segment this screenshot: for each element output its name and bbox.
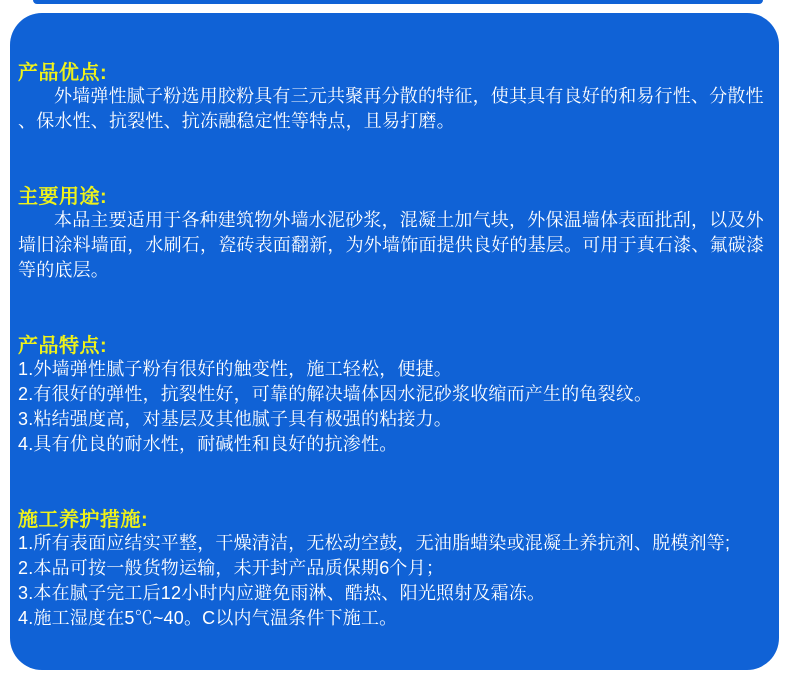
section-product-advantages	[18, 62, 771, 134]
previous-card-bottom-edge	[33, 0, 763, 4]
feature-item-2: 2.有很好的弹性，抗裂性好，可靠的解决墙体因水泥砂浆收缩而产生的龟裂纹。	[18, 384, 653, 404]
section-title-construction-care: 施工养护措施:	[18, 509, 149, 531]
care-item-4: 4.施工湿度在5℃~40。C以内气温条件下施工。	[18, 608, 398, 628]
care-item-2: 2.本品可按一般货物运输，未开封产品质保期6个月；	[18, 558, 445, 578]
feature-item-3: 3.粘结强度高，对基层及其他腻子具有极强的粘接力。	[18, 409, 453, 429]
product-info-card	[10, 13, 779, 670]
section-product-features	[18, 335, 771, 457]
section-title-product-features: 产品特点:	[18, 335, 108, 357]
section-title-main-uses: 主要用途:	[18, 186, 108, 208]
paragraph-main-uses: 本品主要适用于各种建筑物外墙水泥砂浆，混凝土加气块，外保温墙体表面批刮，以及外墙旧涂料墙面，水刷石，瓷砖表面翻新，为外墙饰面提供良好的基层。可用于真石漆、氟碳漆等的底层。	[18, 210, 765, 280]
section-construction-care	[18, 509, 771, 631]
feature-item-4: 4.具有优良的耐水性，耐碱性和良好的抗渗性。	[18, 434, 398, 454]
care-item-3: 3.本在腻子完工后12小时内应避免雨淋、酷热、阳光照射及霜冻。	[18, 583, 546, 603]
care-item-1: 1.所有表面应结实平整，干燥清洁，无松动空鼓，无油脂蜡染或混凝土养抗剂、脱模剂等;	[18, 533, 731, 553]
section-title-product-advantages: 产品优点:	[18, 62, 108, 84]
paragraph-product-advantages: 外墙弹性腻子粉选用胶粉具有三元共聚再分散的特征，使其具有良好的和易行性、分散性、保水性、抗裂性、抗冻融稳定性等特点，且易打磨。	[18, 86, 764, 131]
section-main-uses	[18, 186, 771, 283]
feature-item-1: 1.外墙弹性腻子粉有很好的触变性，施工轻松，便捷。	[18, 359, 453, 379]
